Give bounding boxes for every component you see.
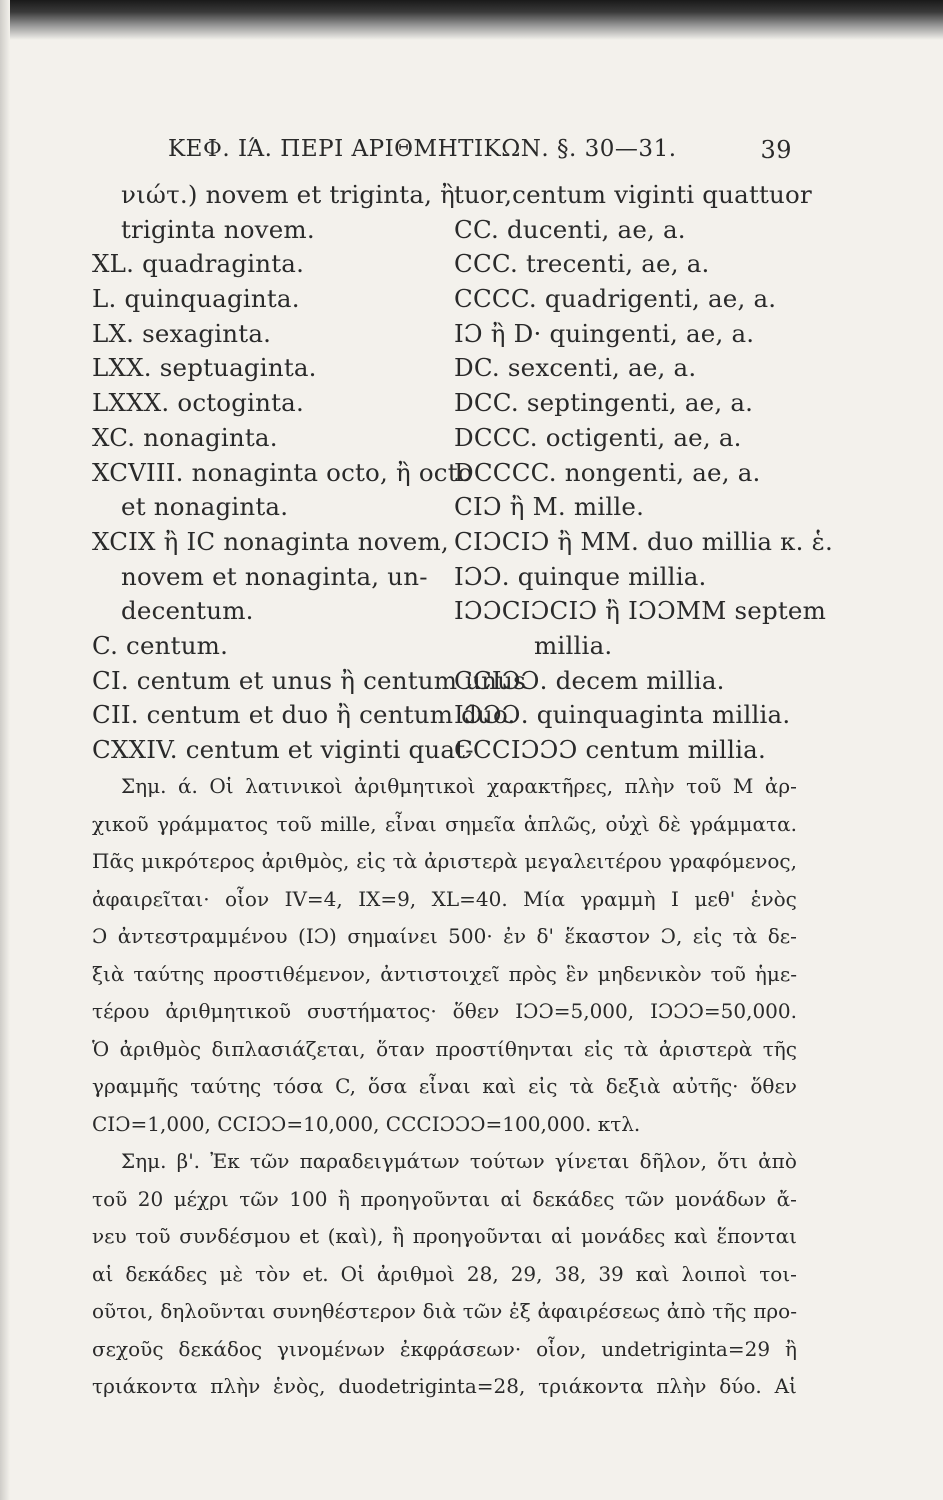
numeral-entry: CI. centum et unus ἢ centum unus <box>92 665 526 695</box>
numeral-entry: IƆ ἢ D· quingenti, ae, a. <box>454 318 755 348</box>
numeral-entry: tuor,centum viginti quattuor <box>454 180 812 209</box>
notes-section <box>92 768 797 1406</box>
note-line: Ɔ ἀντεστραμμένου (IƆ) σημαίνει 500· ἐν δ' ἕκαστον Ɔ, εἰς τὰ δε- <box>92 924 797 948</box>
numeral-entry: νιώτ.) novem et triginta, ἢ <box>121 180 455 209</box>
numeral-entry: CCC. trecenti, ae, a. <box>454 249 710 279</box>
numeral-entry: C. centum. <box>92 630 229 660</box>
numeral-entry: millia. <box>534 630 613 660</box>
numeral-list-right <box>454 178 833 768</box>
numeral-entry: CII. centum et duo ἢ centum duo. <box>92 700 516 730</box>
numeral-entry: IƆƆƆ. quinquaginta millia. <box>454 700 791 730</box>
note-line: οῦτοι, δηλοῦνται συνηθέστερον διὰ τῶν ἐξ ἀφαιρέσεως ἀπὸ τῆς προ- <box>92 1299 797 1323</box>
numeral-entry: LXXX. octoginta. <box>92 388 304 418</box>
numeral-entry: decentum. <box>121 596 254 626</box>
running-header <box>168 136 792 176</box>
page-number: 39 <box>760 136 792 164</box>
note-line: ξιὰ ταύτης προστιθέμενον, ἀντιστοιχεῖ πρὸς ἓν μηδενικὸν τοῦ ἡμε- <box>92 961 797 986</box>
note-line: Σημ. β'. Ἐκ τῶν παραδειγμάτων τούτων γίνεται δῆλον, ὅτι ἀπὸ <box>121 1149 797 1173</box>
numeral-entry: XCVIII. nonaginta octo, ἢ octo <box>92 457 473 487</box>
note-line: γραμμῆς ταύτης τόσα C, ὅσα εἶναι καὶ εἰς τὰ δεξιὰ αὐτῆς· ὅθεν <box>92 1074 797 1098</box>
numeral-list-left <box>92 178 526 768</box>
numeral-entry: CCCIƆƆƆ centum millia. <box>454 735 766 764</box>
numeral-entry: CIƆ ἢ M. mille. <box>454 492 645 522</box>
note-line: Πᾶς μικρότερος ἀριθμὸς, εἰς τὰ ἀριστερὰ μεγαλειτέρου γραφόμενος, <box>92 849 797 873</box>
note-line: αἱ δεκάδες μὲ τὸν et. Οἱ ἀριθμοὶ 28, 29, 38, 39 καὶ λοιποὶ τοι- <box>92 1261 797 1286</box>
page-top-shadow <box>0 0 943 40</box>
numeral-entry: IƆƆCIƆCIƆ ἢ IƆƆMM septem <box>454 596 827 626</box>
numeral-entry: XCIX ἢ IC nonaginta novem, <box>92 526 449 556</box>
numeral-entry: IƆƆ. quinque millia. <box>454 561 707 591</box>
numeral-entry: LX. sexaginta. <box>92 318 272 348</box>
header-title: ΚΕΦ. ΙΆ. ΠΕΡΙ ΑΡΙΘΜΗΤΙΚΩΝ. §. 30—31. <box>168 136 677 162</box>
note-line: τέρου ἀριθμητικοῦ συστήματος· ὅθεν IƆƆ=5,000, IƆƆƆ=50,000. <box>92 999 797 1023</box>
numeral-entry: XL. quadraginta. <box>92 249 305 279</box>
numeral-entry: triginta novem. <box>121 214 315 244</box>
page-left-shadow <box>0 0 10 1500</box>
numeral-entry: CXXIV. centum et viginti quat- <box>92 735 474 764</box>
note-line: τριάκοντα πλὴν ἑνὸς, duodetriginta=28, τριάκοντα πλὴν δύο. Αἱ <box>92 1374 797 1398</box>
numeral-entry: novem et nonaginta, un- <box>121 561 428 591</box>
numeral-entry: DC. sexcenti, ae, a. <box>454 353 697 383</box>
numeral-entry: DCCC. octigenti, ae, a. <box>454 422 742 452</box>
numeral-entry: DCCCC. nongenti, ae, a. <box>454 457 761 487</box>
numeral-entry: LXX. septuaginta. <box>92 353 317 383</box>
note-line: Σημ. ά. Οἱ λατινικοὶ ἀριθμητικοὶ χαρακτῆρες, πλὴν τοῦ M ἀρ- <box>121 774 797 798</box>
numeral-entry: XC. nonaginta. <box>92 422 278 452</box>
note-line: σεχοῦς δεκάδος γινομένων ἐκφράσεων· οἷον, undetriginta=29 ἢ <box>92 1336 797 1361</box>
note-line: ἀφαιρεῖται· οἷον IV=4, IX=9, XL=40. Μία γραμμὴ I μεθ' ἑνὸς <box>92 886 797 911</box>
note-line: τοῦ 20 μέχρι τῶν 100 ἢ προηγοῦνται αἱ δεκάδες τῶν μονάδων ἄ- <box>92 1186 797 1211</box>
numeral-entry: CCIƆƆ. decem millia. <box>454 665 725 695</box>
numeral-entry: DCC. septingenti, ae, a. <box>454 388 754 418</box>
numeral-entry: CCCC. quadrigenti, ae, a. <box>454 284 777 314</box>
note-line: νευ τοῦ συνδέσμου et (καὶ), ἢ προηγοῦνται αἱ μονάδες καὶ ἕπονται <box>92 1224 797 1248</box>
numeral-entry: CIƆCIƆ ἢ MM. duo millia κ. ἑ. <box>454 526 833 556</box>
numeral-entry: et nonaginta. <box>121 492 289 522</box>
note-line: χικοῦ γράμματος τοῦ mille, εἶναι σημεῖα ἁπλῶς, οὐχὶ δὲ γράμματα. <box>92 811 797 836</box>
numeral-entry: L. quinquaginta. <box>92 284 300 314</box>
numeral-entry: CC. ducenti, ae, a. <box>454 214 686 244</box>
note-line: CIƆ=1,000, CCIƆƆ=10,000, CCCIƆƆƆ=100,000. κτλ. <box>92 1111 641 1136</box>
note-line: Ὁ ἀριθμὸς διπλασιάζεται, ὅταν προστίθηνται εἰς τὰ ἀριστερὰ τῆς <box>92 1036 797 1061</box>
